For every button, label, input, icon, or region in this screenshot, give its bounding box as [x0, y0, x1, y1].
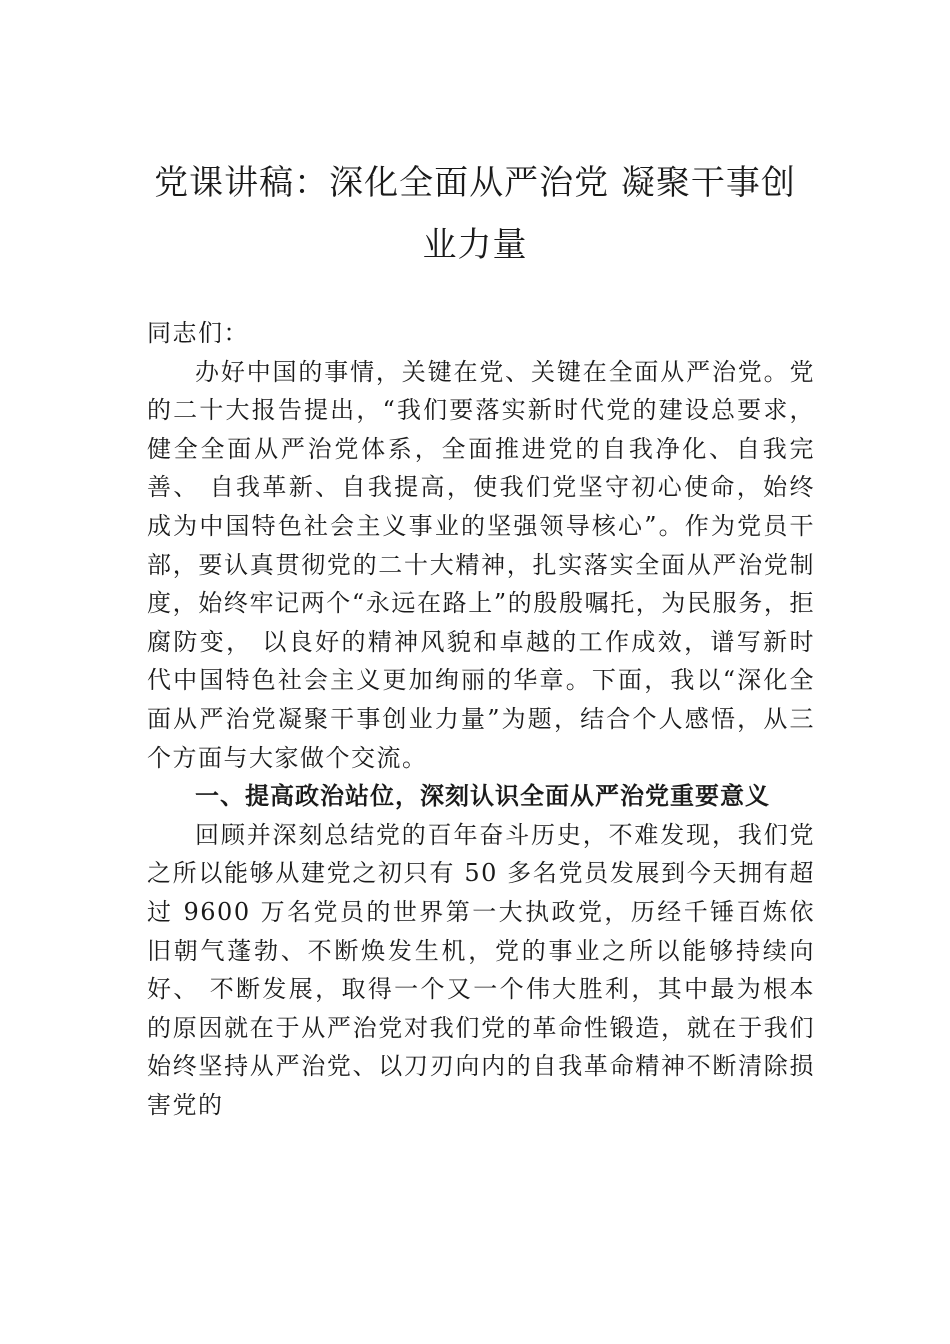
- title-line-1: 党课讲稿：深化全面从严治党 凝聚干事创: [154, 163, 796, 203]
- section-heading-1: 一、提高政治站位，深刻认识全面从严治党重要意义: [195, 782, 770, 811]
- paragraph-intro: 办好中国的事情，关键在党、关键在全面从严治党。党的二十大报告提出，“我们要落实新时代党的建设总要求，健全全面从严治党体系，全面推进党的自我净化、自我完善、 自我革新、自我提高，使我们党坚守初心使命，始终成为中国特色社会主义事业的坚强领导核心”。作为党员干部，要认真贯彻党的二十大精神，扎实落实全面从严治党制度，始终牢记两个“永远在路上”的殷殷嘱托，为民服务，拒腐防变， 以良好的精神风貌和卓越的工作成效，谱写新时代中国特色社会主义更加绚丽的华章。下面，我以“深化全面从严治党凝聚干事创业力量”为题，结合个人感悟，从三个方面与大家做个交流。: [147, 357, 815, 772]
- document-title: [140, 152, 810, 276]
- salutation: 同志们：: [147, 319, 249, 347]
- title-line-2: 业力量: [422, 225, 528, 265]
- paragraph-section-1: 回顾并深刻总结党的百年奋斗历史，不难发现，我们党之所以能够从建党之初只有 50 多名党员发展到今天拥有超过 9600 万名党员的世界第一大执政党，历经千锤百炼依旧朝气蓬勃、不断焕发生机，党的事业之所以能够持续向好、 不断发展，取得一个又一个伟大胜利，其中最为根本的原因就在于从严治党对我们党的革命性锻造，就在于我们始终坚持从严治党、以刀刃向内的自我革命精神不断清除损害党的: [147, 820, 815, 1119]
- document-body: [147, 314, 815, 1124]
